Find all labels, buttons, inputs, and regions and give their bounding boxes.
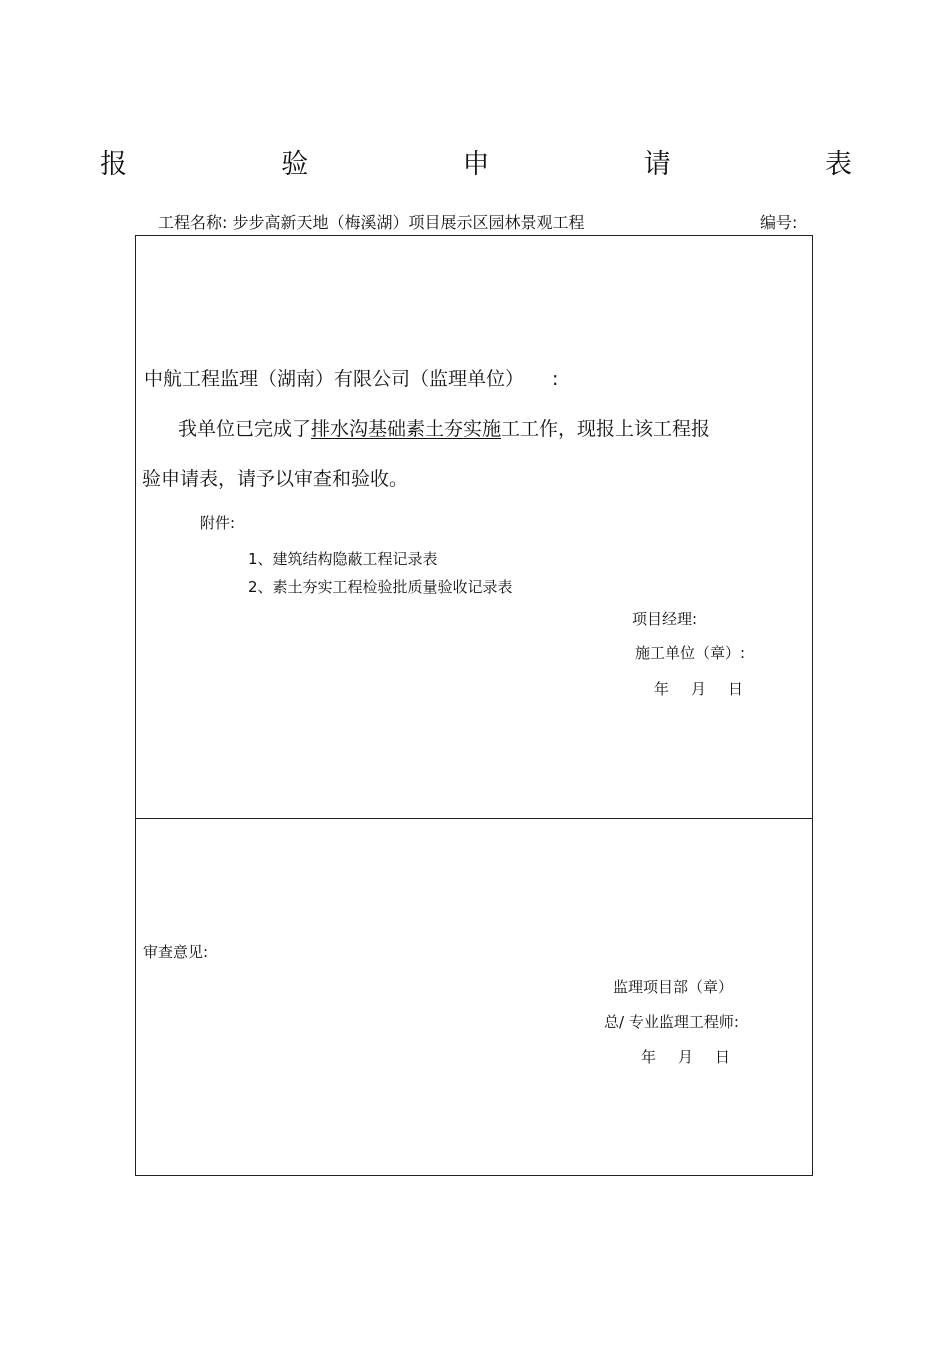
form-table <box>135 235 813 1176</box>
addressee-line <box>144 364 558 391</box>
date-month: 月 <box>678 1048 694 1066</box>
section-divider <box>136 818 812 819</box>
title-char-2: 验 <box>281 149 309 180</box>
contractor-seal-label: 施工单位（章）: <box>635 644 746 662</box>
work-item: 排水沟基础素土夯实施 <box>311 418 502 440</box>
review-opinion-label: 审查意见: <box>143 943 209 961</box>
body-line-1 <box>178 414 710 441</box>
chief-engineer-label: 总/ 专业监理工程师: <box>604 1013 739 1031</box>
date-day: 日 <box>728 680 744 698</box>
body-prefix: 我单位已完成了 <box>178 418 312 440</box>
body-line-2: 验申请表，请予以审查和验收。 <box>142 468 409 490</box>
supervision-dept-seal-label: 监理项目部（章） <box>613 978 734 996</box>
title-char-1: 报 <box>100 149 127 180</box>
addressee-colon: : <box>552 368 559 390</box>
body-suffix: 工工作，现报上该工程报 <box>501 418 711 440</box>
attachments-label: 附件: <box>200 514 236 532</box>
date-day: 日 <box>715 1048 731 1066</box>
attachment-item: 2、素土夯实工程检验批质量验收记录表 <box>248 578 513 596</box>
addressee: 中航工程监理（湖南）有限公司（监理单位） <box>144 368 525 390</box>
contractor-date <box>654 678 743 699</box>
supervision-date <box>641 1046 730 1067</box>
title-char-3: 申 <box>462 149 490 180</box>
date-year: 年 <box>641 1048 657 1066</box>
date-year: 年 <box>654 680 670 698</box>
project-name: 工程名称: 步步高新天地（梅溪湖）项目展示区园林景观工程 <box>158 213 585 232</box>
project-manager-label: 项目经理: <box>632 610 698 628</box>
title-char-4: 请 <box>643 149 671 180</box>
serial-number-label: 编号: <box>760 213 798 232</box>
attachment-item: 1、建筑结构隐蔽工程记录表 <box>248 550 438 568</box>
title-char-5: 表 <box>825 149 852 180</box>
date-month: 月 <box>691 680 707 698</box>
form-title <box>100 142 852 182</box>
